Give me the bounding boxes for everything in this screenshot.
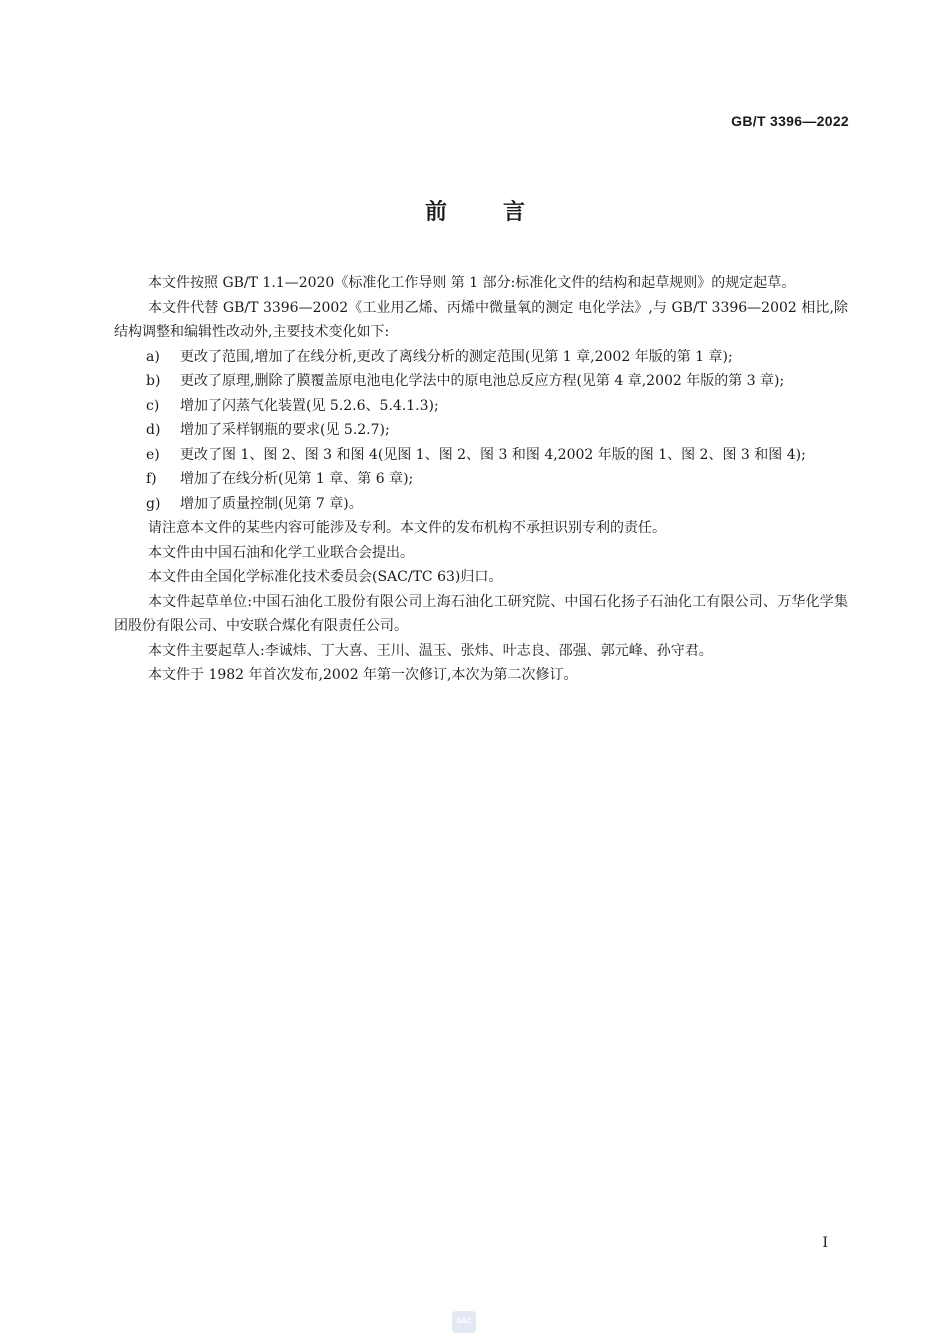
list-item bbox=[114, 369, 848, 394]
paragraph-drafters: 本文件主要起草人:李诚炜、丁大喜、王川、温玉、张炜、叶志良、邵强、郭元峰、孙守君。 bbox=[148, 642, 713, 659]
list-marker: c) bbox=[146, 397, 160, 414]
list-item bbox=[114, 418, 848, 443]
paragraph-proposer: 本文件由中国石油和化学工业联合会提出。 bbox=[148, 544, 414, 561]
list-item-text: 更改了图 1、图 2、图 3 和图 4(见图 1、图 2、图 3 和图 4,2002 年版的图 1、图 2、图 3 和图 4); bbox=[180, 446, 806, 463]
standard-code: GB/T 3396—2022 bbox=[731, 113, 849, 129]
list-marker: d) bbox=[146, 422, 161, 438]
sac-watermark-icon: SAC bbox=[452, 1311, 476, 1333]
paragraph-drafting-basis: 本文件按照 GB/T 1.1—2020《标准化工作导则 第 1 部分:标准化文件的结构和起草规则》的规定起草。 bbox=[148, 275, 796, 291]
paragraph-replacement: 本文件代替 GB/T 3396—2002《工业用乙烯、丙烯中微量氧的测定 电化学法》,与 GB/T 3396—2002 相比,除结构调整和编辑性改动外,主要技术变化如下: bbox=[114, 299, 848, 340]
paragraph-history: 本文件于 1982 年首次发布,2002 年第一次修订,本次为第二次修订。 bbox=[148, 667, 578, 683]
title-char-1: 前 bbox=[424, 200, 447, 225]
list-item bbox=[114, 394, 848, 419]
paragraph-committee: 本文件由全国化学标准化技术委员会(SAC/TC 63)归口。 bbox=[148, 569, 503, 585]
paragraph-drafting-units: 本文件起草单位:中国石油化工股份有限公司上海石油化工研究院、中国石化扬子石油化工有限公司、万华化学集团股份有限公司、中安联合煤化有限责任公司。 bbox=[114, 593, 848, 634]
list-item-text: 增加了闪蒸气化装置(见 5.2.6、5.4.1.3); bbox=[180, 397, 439, 414]
foreword-body bbox=[114, 271, 848, 688]
page-title bbox=[0, 195, 950, 226]
list-item-text: 增加了采样钢瓶的要求(见 5.2.7); bbox=[180, 422, 390, 438]
list-marker: f) bbox=[146, 471, 157, 487]
list-item-text: 更改了原理,删除了膜覆盖原电池电化学法中的原电池总反应方程(见第 4 章,2002 年版的第 3 章); bbox=[180, 373, 785, 389]
list-item-text: 增加了在线分析(见第 1 章、第 6 章); bbox=[180, 471, 414, 487]
page-number: I bbox=[822, 1235, 828, 1251]
list-item bbox=[114, 345, 848, 370]
list-marker: e) bbox=[146, 446, 160, 463]
list-marker: a) bbox=[146, 348, 160, 365]
list-item bbox=[114, 467, 848, 492]
list-item-text: 增加了质量控制(见第 7 章)。 bbox=[180, 495, 363, 512]
list-item bbox=[114, 443, 848, 468]
list-item-text: 更改了范围,增加了在线分析,更改了离线分析的测定范围(见第 1 章,2002 年版的第 1 章); bbox=[180, 348, 733, 365]
list-item bbox=[114, 492, 848, 517]
list-marker: b) bbox=[146, 373, 161, 389]
title-char-2: 言 bbox=[503, 200, 526, 225]
paragraph-patent-notice: 请注意本文件的某些内容可能涉及专利。本文件的发布机构不承担识别专利的责任。 bbox=[148, 520, 666, 536]
list-marker: g) bbox=[146, 495, 161, 512]
